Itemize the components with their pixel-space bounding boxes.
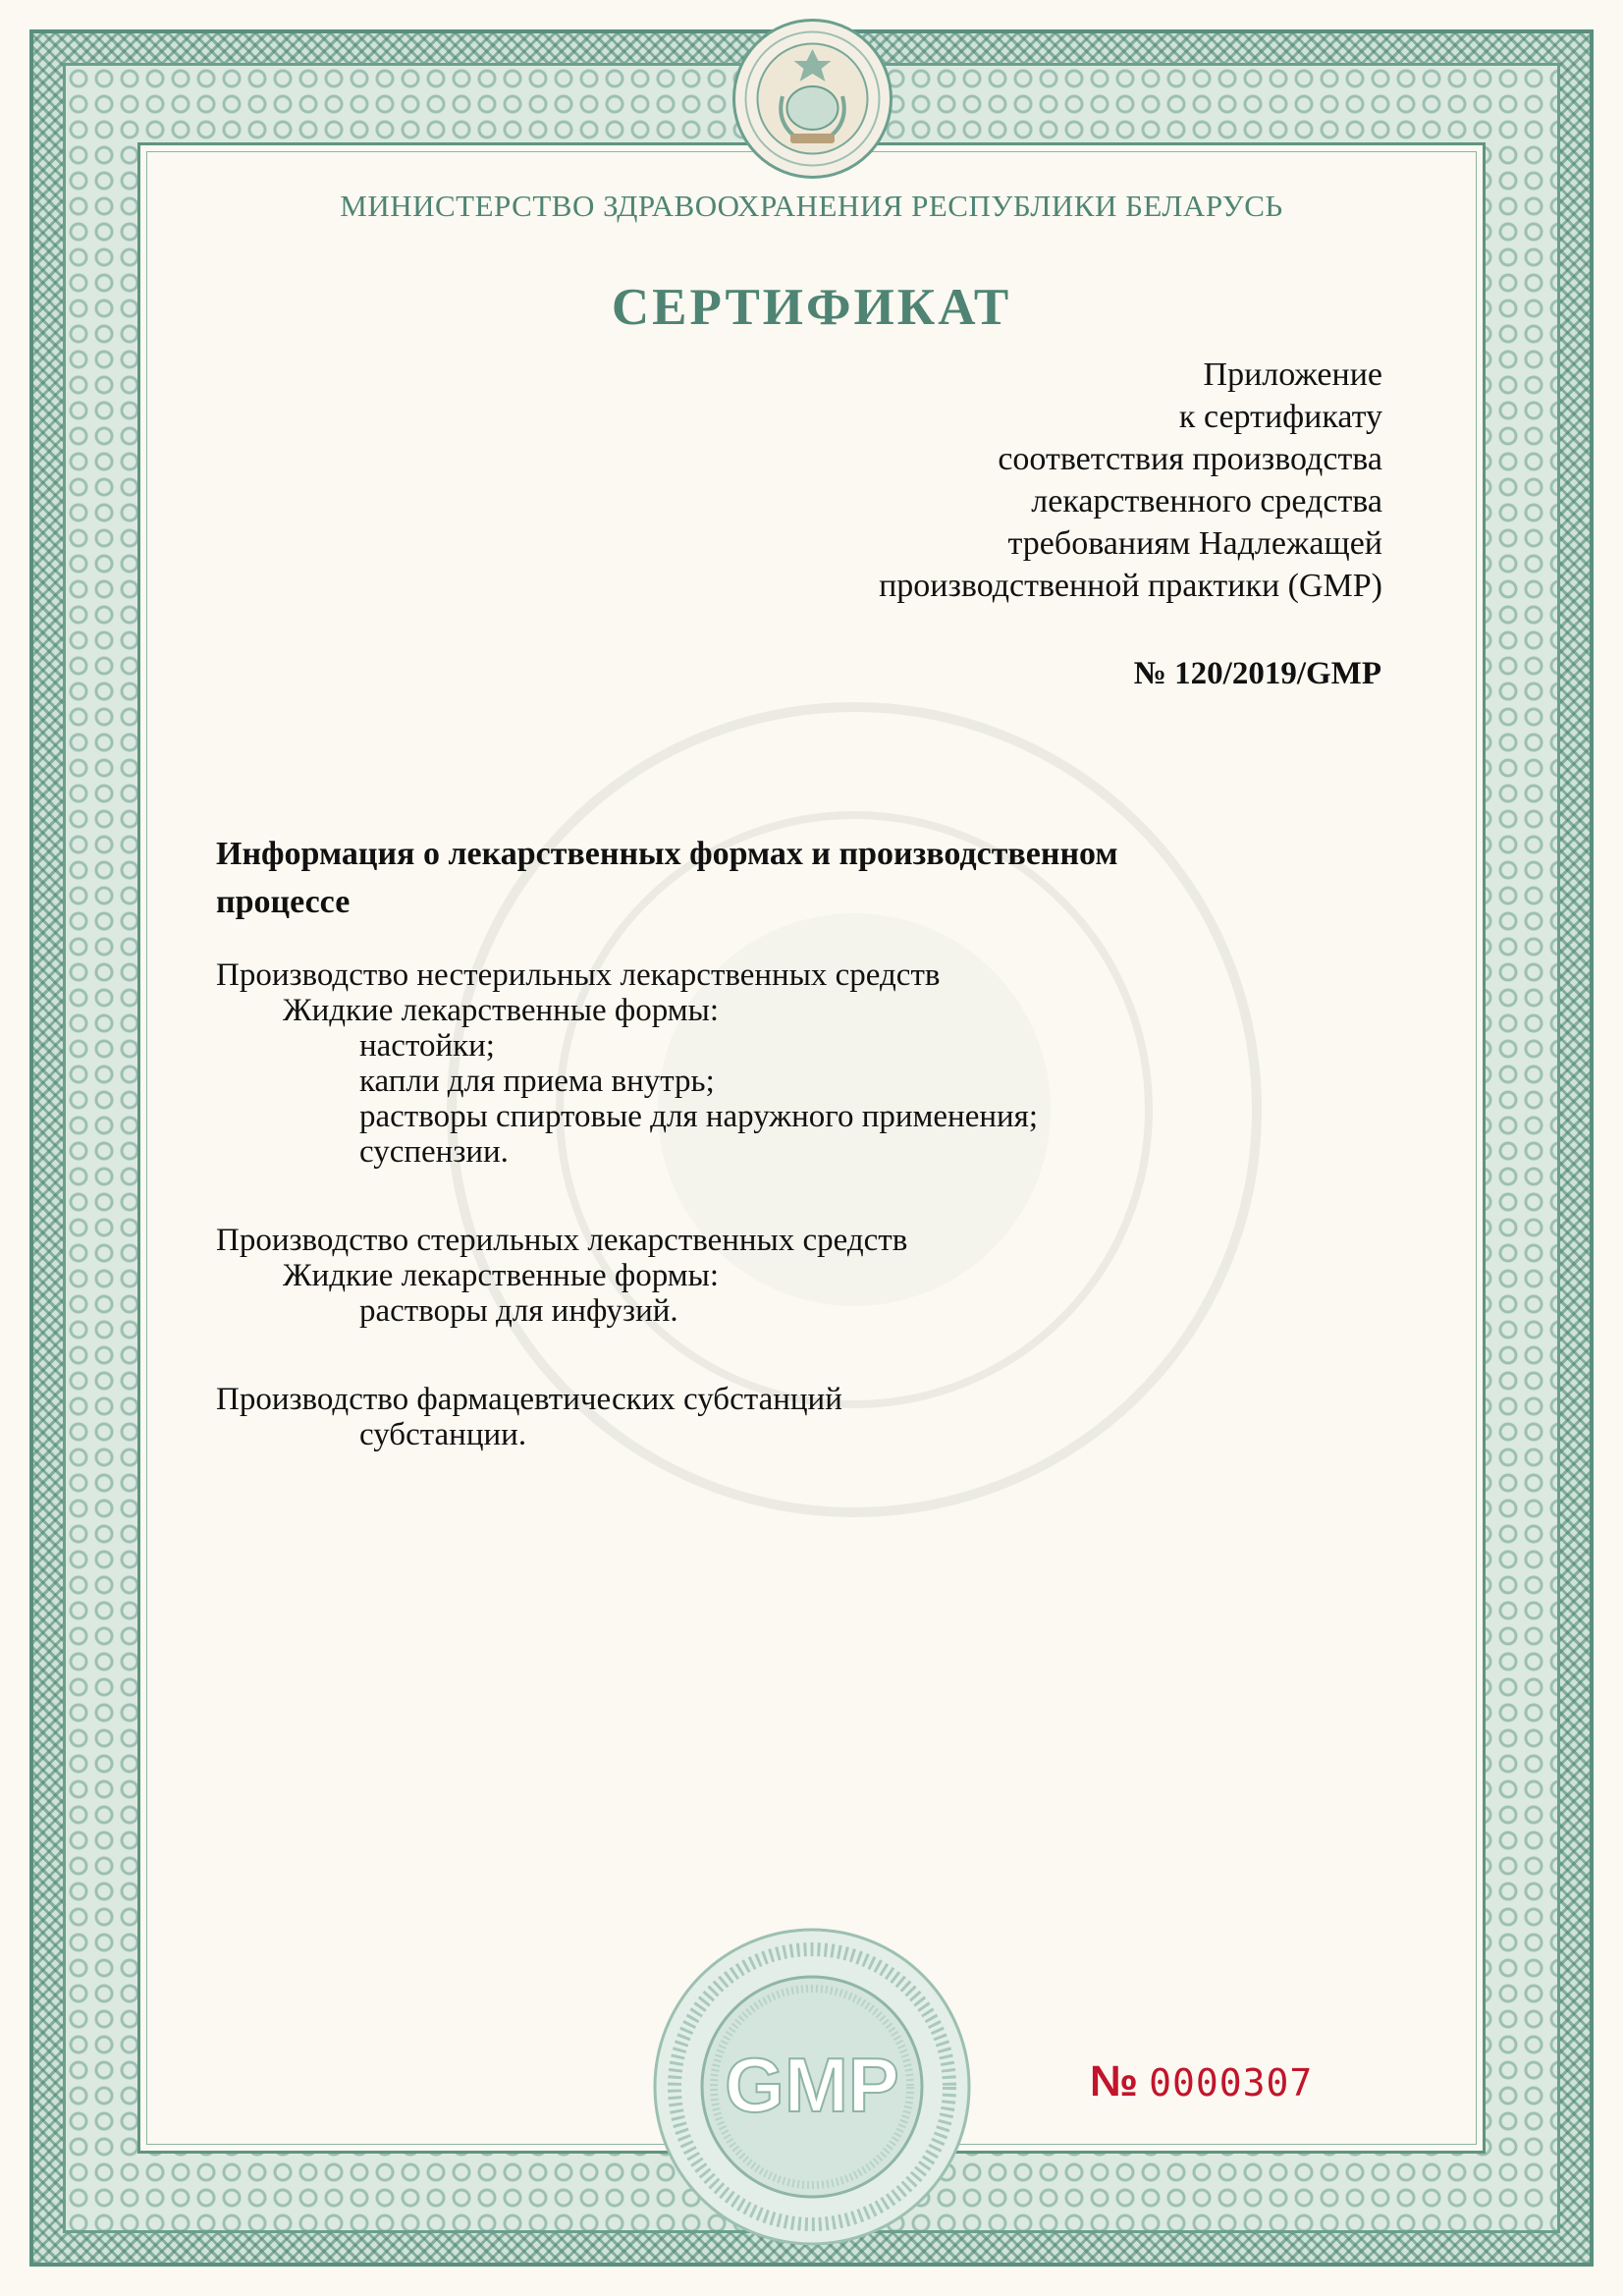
annex-line: Приложение [1203, 356, 1382, 393]
list-item: растворы спиртовые для наружного применения; [359, 1099, 1039, 1134]
section-subtitle: Жидкие лекарственные формы: [283, 993, 720, 1028]
ministry-name: МИНИСТЕРСТВО ЗДРАВООХРАНЕНИЯ РЕСПУБЛИКИ БЕЛАРУСЬ [340, 189, 1283, 223]
annex-line: к сертификату [1178, 399, 1382, 435]
section-title: Производство стерильных лекарственных средств [216, 1223, 908, 1258]
section-heading-line: процессе [216, 884, 351, 920]
list-item: суспензии. [359, 1134, 509, 1170]
list-item: субстанции. [359, 1417, 527, 1452]
section-title: Производство нестерильных лекарственных средств [216, 957, 941, 993]
document-title: СЕРТИФИКАТ [611, 279, 1012, 336]
list-item: растворы для инфузий. [359, 1293, 678, 1329]
serial-symbol: № [1090, 2057, 1140, 2105]
serial-number [1090, 2057, 1313, 2106]
serial-digits: 0000307 [1149, 2061, 1314, 2105]
section-heading-line: Информация о лекарственных формах и производственном [216, 836, 1118, 872]
section-heading [216, 830, 1325, 926]
annex-block [499, 354, 1382, 607]
forms-list [216, 957, 1325, 1452]
annex-line: соответствия производства [998, 441, 1382, 477]
annex-line: требованиям Надлежащей [1007, 525, 1382, 562]
gmp-seal-label: GMP [725, 2042, 899, 2128]
section-title: Производство фармацевтических субстанций [216, 1382, 842, 1417]
list-item: капли для приема внутрь; [359, 1064, 715, 1099]
annex-line: производственной практики (GMP) [879, 568, 1382, 604]
list-item: настойки; [359, 1028, 495, 1064]
certificate-number: № 120/2019/GMP [1133, 656, 1381, 691]
state-emblem-icon [731, 18, 893, 180]
section-subtitle: Жидкие лекарственные формы: [283, 1258, 720, 1293]
gmp-rosette [650, 1925, 974, 2249]
annex-line: лекарственного средства [1031, 483, 1382, 519]
